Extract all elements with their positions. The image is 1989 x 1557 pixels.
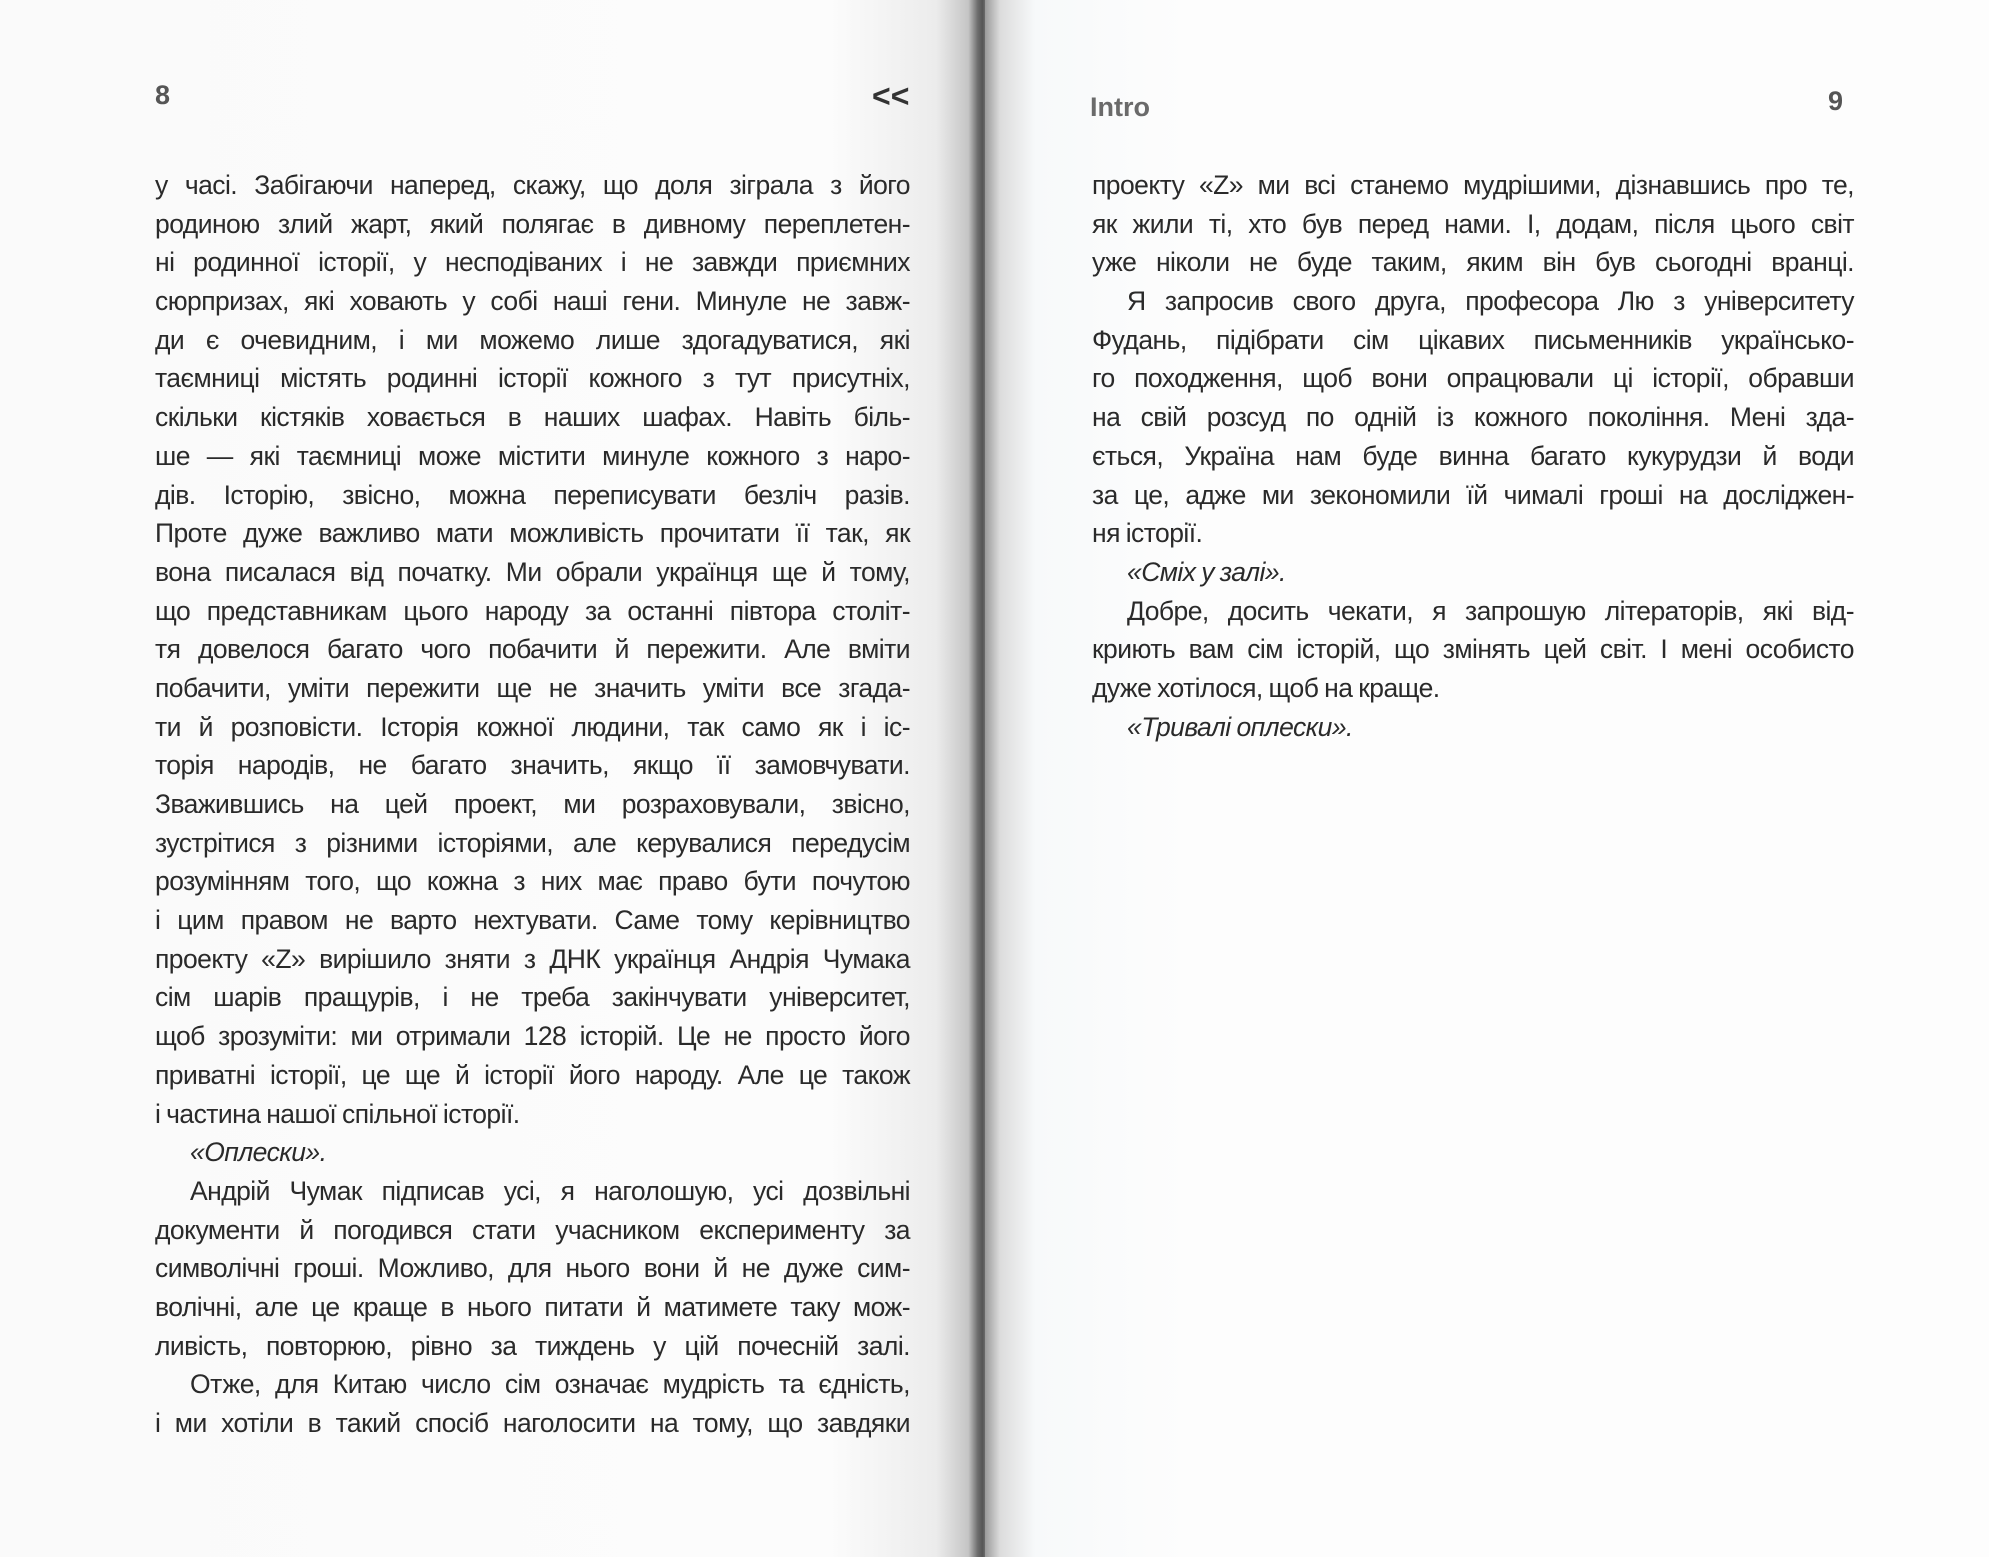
text-line: родиною злий жарт, який полягає в дивному переплетен- — [155, 208, 910, 239]
text-line: Проте дуже важливо мати можливість прочитати її так, як — [155, 518, 910, 549]
text-line: що представникам цього народу за останні півтора століт- — [155, 595, 910, 626]
header-mark: << — [872, 78, 910, 114]
text-line: Отже, для Китаю число сім означає мудрість та єдність, — [190, 1369, 910, 1400]
stage-direction-line: «Оплески». — [190, 1137, 327, 1168]
text-line: го походження, щоб вони опрацювали ці історії, обравши — [1092, 363, 1854, 394]
text-line: ливість, повторюю, рівно за тиждень у цій почесній залі. — [155, 1330, 910, 1361]
text-line: Зважившись на цей проект, ми розраховували, звісно, — [155, 789, 910, 819]
text-line: сім шарів пращурів, і не треба закінчувати університет, — [155, 982, 910, 1013]
text-line: документи й погодився стати учасником експерименту за — [155, 1214, 910, 1245]
text-line: щоб зрозуміти: ми отримали 128 історій. Це не просто його — [155, 1021, 910, 1052]
text-line: дуже хотілося, щоб на краще. — [1092, 672, 1440, 703]
stage-direction-line: «Сміх у залі». — [1127, 556, 1286, 587]
text-line: Добре, досить чекати, я запрошую літераторів, які від- — [1127, 595, 1854, 626]
text-line: побачити, уміти пережити ще не значить уміти все згада- — [155, 672, 910, 703]
stage-direction-line: «Тривалі оплески». — [1127, 711, 1353, 742]
text-line: ше — які таємниці може містити минуле кожного з наро- — [155, 440, 910, 471]
text-line: ється, Україна нам буде винна багато кукурудзи й води — [1092, 440, 1854, 471]
text-line: дів. Історію, звісно, можна переписувати безліч разів. — [155, 479, 910, 510]
text-line: волічні, але це краще в нього питати й матимете таку мож- — [155, 1291, 910, 1322]
text-line: і ми хотіли в такий спосіб наголосити на тому, що завдяки — [155, 1408, 910, 1438]
text-line: ня історії. — [1092, 518, 1203, 549]
text-line: криють вам сім історій, що змінять цей світ. І мені особисто — [1092, 634, 1854, 665]
text-line: таємниці містять родинні історії кожного з тут присутніх, — [155, 363, 910, 394]
text-line: Я запросив свого друга, професора Лю з університету — [1127, 286, 1854, 317]
text-line: ні родинної історії, у несподіваних і не завжди приємних — [155, 247, 910, 278]
left-page — [0, 0, 975, 1557]
text-line: проекту «Z» вирішило зняти з ДНК українця Андрія Чумака — [155, 943, 910, 974]
text-line: за це, адже ми зекономили їй чималі гроші на досліджен- — [1092, 479, 1854, 510]
text-line: сюрпризах, які ховають у собі наші гени. Минуле не завж- — [155, 286, 910, 317]
running-title: Intro — [1090, 92, 1150, 122]
text-line: символічні гроші. Можливо, для нього вони й не дуже сим- — [155, 1253, 910, 1284]
text-line: розумінням того, що кожна з них має право бути почутою — [155, 866, 910, 897]
text-line: і цим правом не варто нехтувати. Саме тому керівництво — [155, 905, 910, 936]
right-page — [985, 0, 1989, 1557]
page-number: 9 — [1828, 86, 1844, 116]
text-line: Андрій Чумак підписав усі, я наголошую, усі дозвільні — [190, 1175, 910, 1206]
text-line: на свій розсуд по одній із кожного покоління. Мені зда- — [1092, 402, 1854, 433]
text-line: ди є очевидним, і ми можемо лише здогадуватися, які — [155, 324, 910, 355]
text-line: Фудань, підібрати сім цікавих письменників українсько- — [1092, 324, 1854, 355]
text-line: і частина нашої спільної історії. — [155, 1098, 520, 1129]
text-line: приватні історії, це ще й історії його народу. Але це також — [155, 1059, 910, 1090]
text-line: тя довелося багато чого побачити й пережити. Але вміти — [155, 634, 910, 665]
right-page-body — [1092, 166, 1854, 746]
text-line: скільки кістяків ховається в наших шафах. Навіть біль- — [155, 402, 910, 433]
text-line: ти й розповісти. Історія кожної людини, так само як і іс- — [155, 711, 910, 742]
text-line: вона писалася від початку. Ми обрали українця ще й тому, — [155, 556, 910, 587]
text-line: проекту «Z» ми всі станемо мудрішими, дізнавшись про те, — [1092, 170, 1854, 200]
text-line: у часі. Забігаючи наперед, скажу, що доля зіграла з його — [155, 170, 910, 200]
left-page-body — [155, 166, 910, 1443]
text-line: уже ніколи не буде таким, яким він був сьогодні вранці. — [1092, 247, 1854, 278]
text-line: як жили ті, хто був перед нами. І, додам, після цього світ — [1092, 208, 1854, 239]
text-line: зустрітися з різними історіями, але керувалися передусім — [155, 827, 910, 858]
text-line: торія народів, не багато значить, якщо її замовчувати. — [155, 750, 910, 781]
page-number: 8 — [155, 80, 171, 110]
